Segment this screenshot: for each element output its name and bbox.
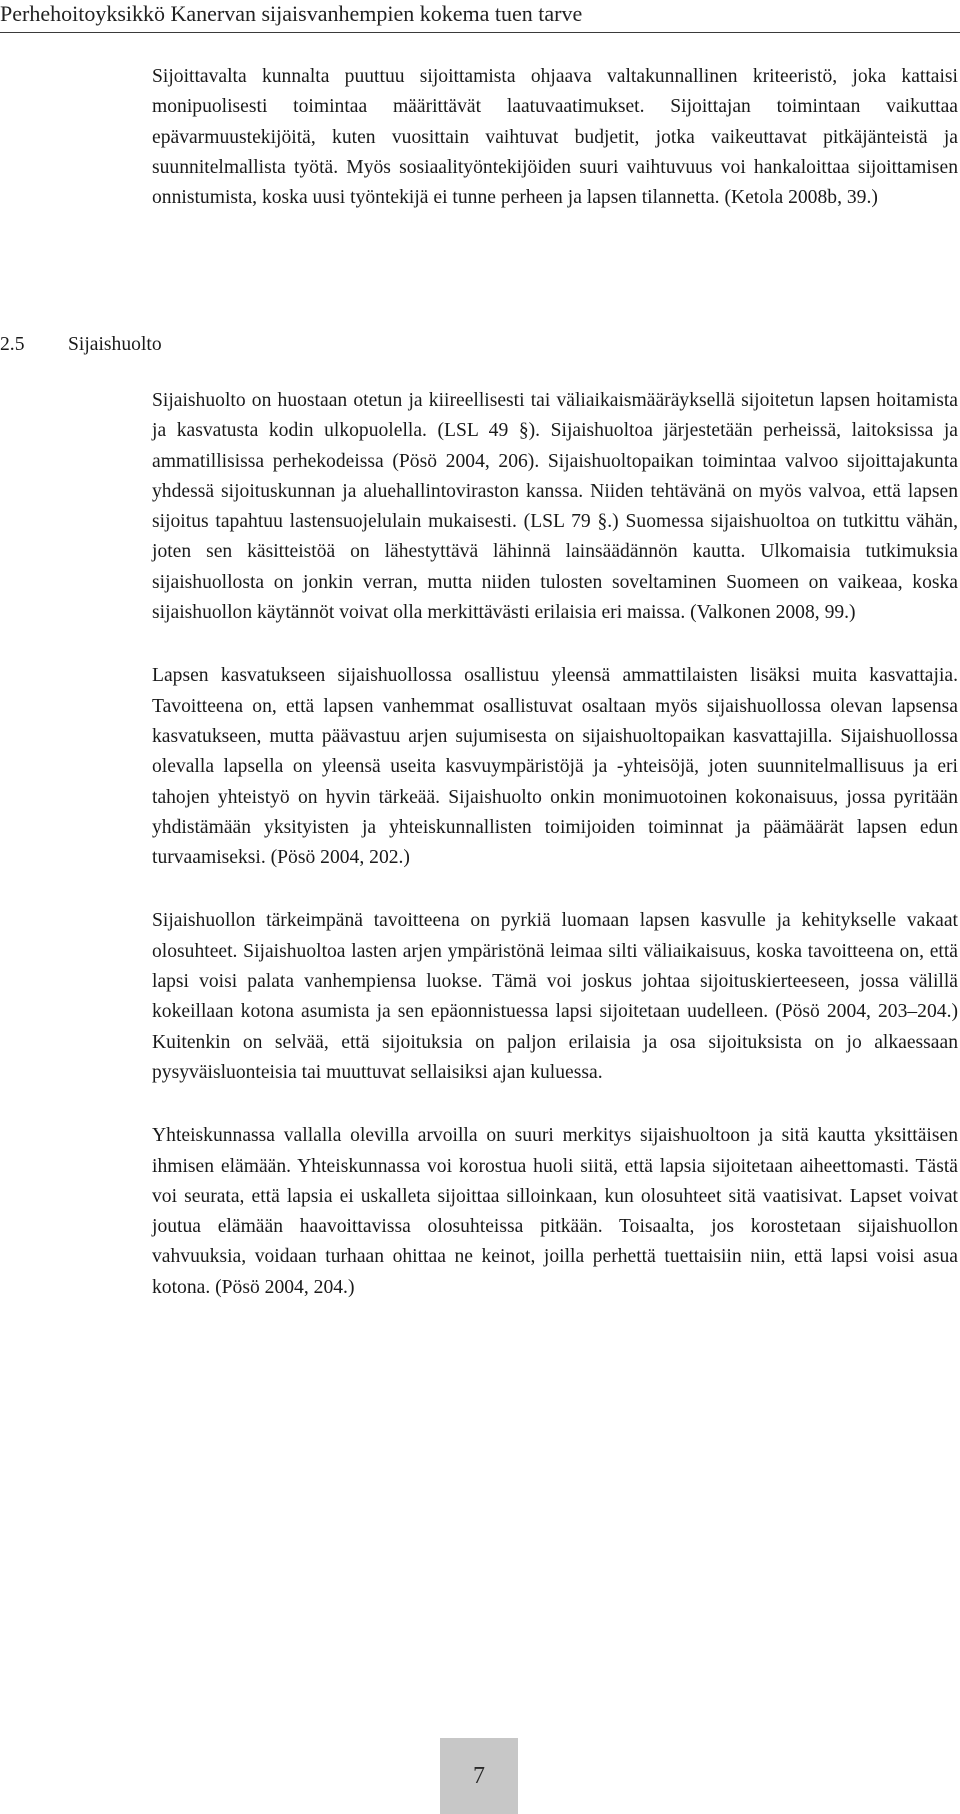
- section-body: [152, 386, 958, 1303]
- section-heading: [0, 330, 960, 360]
- section-title: Sijaishuolto: [68, 334, 162, 355]
- section-number: 2.5: [0, 334, 25, 355]
- section-paragraph: Lapsen kasvatukseen sijaishuollossa osallistuu yleensä ammattilaisten lisäksi muita kasvattajia. Tavoitteena on, että lapsen vanhemmat osallistuvat osaltaan myös sijaishuollossa olevan lapsensa kasvatukseen, mutta päävastuu arjen sujumisesta on sijaishuoltopaikan kasvattajilla. Sijaishuollossa olevalla lapsella on yleensä useita kasvuympäristöjä ja -yhteisöjä, joten suunnitelmallisuus ja eri tahojen yhteistyö on hyvin tärkeää. Sijaishuolto onkin monimuotoinen kokonaisuus, jossa pyritään yhdistämään yksityisten ja yhteiskunnallisten toimijoiden toiminnat ja päämäärät lapsen edun turvaamiseksi. (Pösö 2004, 202.): [152, 665, 958, 869]
- page-number: 7: [440, 1738, 518, 1814]
- section-paragraph: Yhteiskunnassa vallalla olevilla arvoilla on suuri merkitys sijaishuoltoon ja sitä kautta yksittäisen ihmisen elämään. Yhteiskunnassa voi korostua huoli siitä, että lapsia sijoitetaan aiheettomasti. Tästä voi seurata, että lapsia ei uskalleta sijoittaa silloinkaan, kun olosuhteet sitä vaatisivat. Lapset voivat joutua elämään haavoittavissa olosuhteissa pitkään. Toisaalta, jos korostetaan sijaishuollon vahvuuksia, voidaan turhaan ohittaa ne keinot, joilla perhettä tuettaisiin niin, että lapsi voisi asua kotona. (Pösö 2004, 204.): [152, 1125, 958, 1298]
- section-paragraph: Sijaishuollon tärkeimpänä tavoitteena on pyrkiä luomaan lapsen kasvulle ja kehitykselle vakaat olosuhteet. Sijaishuoltoa lasten arjen ympäristönä leimaa silti väliaikaisuus, koska tavoitteena on, että lapsi voisi palata vanhempiensa luokse. Tämä voi joskus johtaa sijoituskierteeseen, jossa välillä kokeillaan kotona asumista ja sen epäonnistuessa lapsi sijoitetaan uudelleen. (Pösö 2004, 203–204.) Kuitenkin on selvää, että sijoituksia on paljon erilaisia ja osa sijoituksista on jo alkaessaan pysyväisluonteisia tai muuttuvat sellaisiksi ajan kuluessa.: [152, 910, 958, 1083]
- running-header: Perhehoitoyksikkö Kanervan sijaisvanhempien kokema tuen tarve: [0, 0, 960, 28]
- section-paragraph: Sijaishuolto on huostaan otetun ja kiireellisesti tai väliaikaismääräyksellä sijoitetun lapsen hoitamista ja kasvatusta kodin ulkopuolella. (LSL 49 §). Sijaishuoltoa järjestetään perheissä, laitoksissa ja ammatillisissa perhekodeissa (Pösö 2004, 206). Sijaishuoltopaikan toimintaa valvoo sijoittajakunta yhdessä sijoituskunnan ja aluehallintoviraston kanssa. Niiden tehtävänä on myös valvoa, että lapsen sijoitus tapahtuu lastensuojelulain mukaisesti. (LSL 79 §.) Suomessa sijaishuoltoa on tutkittu vähän, joten sen käsitteistöä on lähestyttävä lähinnä lainsäädännön kautta. Ulkomaisia tutkimuksia sijaishuollosta on jonkin verran, mutta niiden tulosten soveltaminen Suomeen on vaikeaa, koska sijaishuollon käytännöt voivat olla merkittävästi erilaisia eri maissa. (Valkonen 2008, 99.): [152, 390, 958, 624]
- intro-text-block: [152, 62, 958, 213]
- intro-paragraph: Sijoittavalta kunnalta puuttuu sijoittamista ohjaava valtakunnallinen kriteeristö, joka kattaisi monipuolisesti toimintaa määrittävät laatuvaatimukset. Sijoittajan toimintaan vaikuttaa epävarmuustekijöitä, kuten vuosittain vaihtuvat budjetit, jotka vaikeuttavat pitkäjänteistä ja suunnitelmallista työtä. Myös sosiaalityöntekijöiden suuri vaihtuvuus voi hankaloittaa sijoittamisen onnistumista, koska uusi työntekijä ei tunne perheen ja lapsen tilannetta. (Ketola 2008b, 39.): [152, 66, 958, 209]
